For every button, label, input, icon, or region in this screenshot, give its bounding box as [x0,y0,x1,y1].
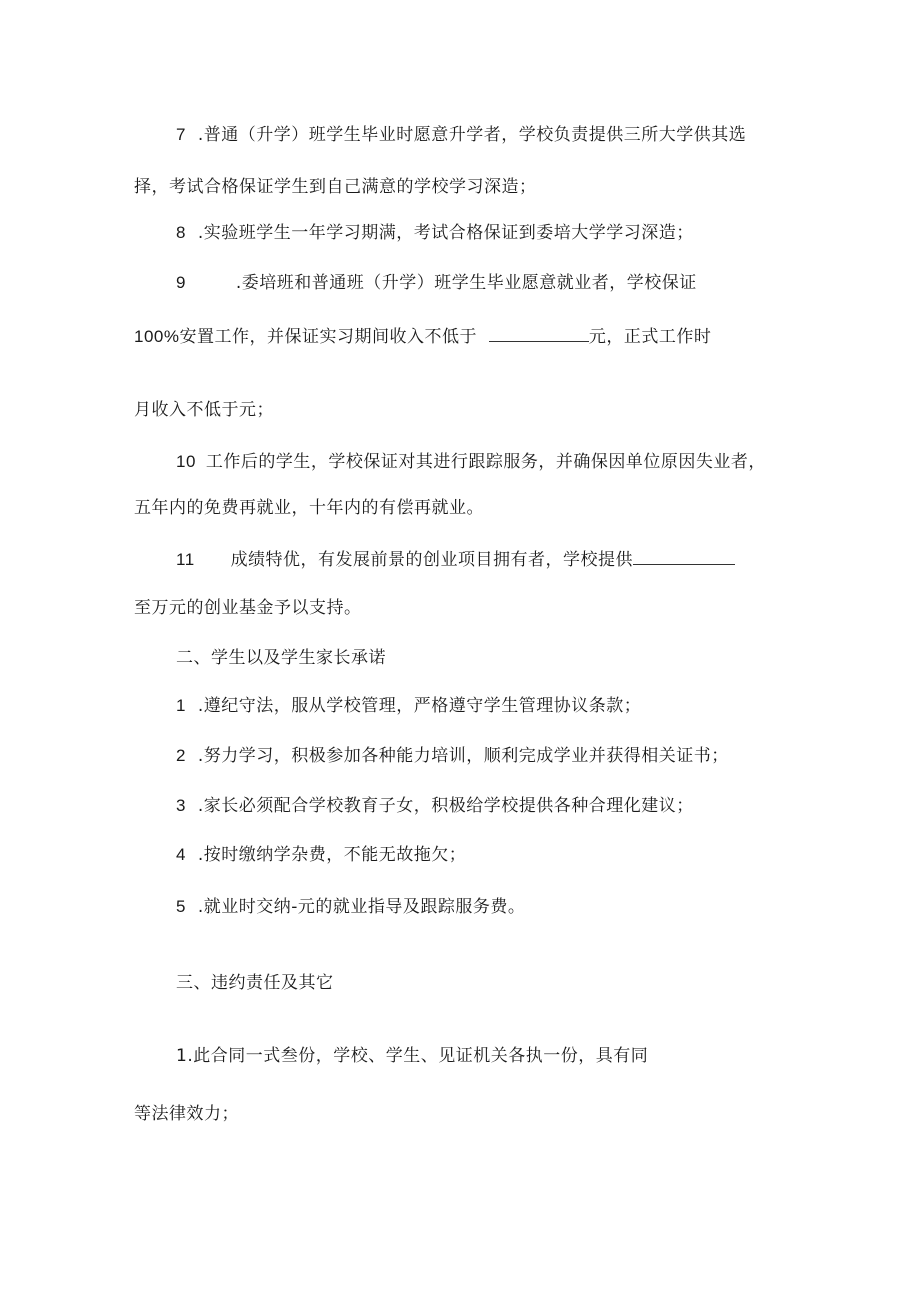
section-2-item-1 [176,694,641,718]
s2-item-4-text: .按时缴纳学杂费，不能无故拖欠； [197,845,467,865]
section-2-item-5 [176,895,525,919]
item-9-line-2-b: 元，正式工作时 [588,327,712,347]
item-11-line-2: 至万元的创业基金予以支持。 [134,598,362,618]
s2-item-2-number: 2 [176,746,186,765]
section-2-heading: 二、学生以及学生家长承诺 [176,648,386,668]
section-2-item-2 [176,744,729,768]
item-10-text: 工作后的学生，学校保证对其进行跟踪服务，并确保因单位原因失业者， [205,452,766,472]
percent-value: 100% [134,327,180,346]
item-9-line-2 [134,325,711,349]
blank-line-income [489,325,589,342]
s2-item-3-text: .家长必须配合学校教育子女，积极给学校提供各种合理化建议； [197,796,694,816]
s2-item-3-number: 3 [176,796,186,815]
section-3-item-1-line-1: 1.此合同一式叁份，学校、学生、见证机关各执一份，具有同 [176,1046,649,1066]
item-11-line-1 [176,548,735,572]
item-10-line-1 [176,450,766,474]
s2-item-5-text: .就业时交纳-元的就业指导及跟踪服务费。 [197,897,526,917]
item-11-number: 11 [176,550,195,569]
s2-item-1-text: .遵纪守法，服从学校管理，严格遵守学生管理协议条款； [197,696,642,716]
s2-item-5-number: 5 [176,897,186,916]
item-9-text: .委培班和普通班（升学）班学生毕业愿意就业者，学校保证 [235,273,697,293]
item-8-number: 8 [176,223,186,242]
item-9-line-3: 月收入不低于元； [134,400,274,420]
item-8-text: .实验班学生一年学习期满，考试合格保证到委培大学学习深造； [197,223,694,243]
item-8 [176,221,694,245]
item-11-text: 成绩特优，有发展前景的创业项目拥有者，学校提供 [230,550,634,570]
item-7-line-2: 择，考试合格保证学生到自己满意的学校学习深造； [134,177,537,197]
section-2-item-3 [176,794,694,818]
section-3-item-1-line-2: 等法律效力； [134,1104,239,1124]
blank-line-fund [633,548,735,565]
s2-item-4-number: 4 [176,845,186,864]
item-9-number: 9 [176,273,186,292]
item-9-line-1 [176,271,697,295]
item-7-number: 7 [176,125,186,144]
section-3-heading: 三、违约责任及其它 [176,973,334,993]
s2-item-2-text: .努力学习，积极参加各种能力培训，顺利完成学业并获得相关证书； [197,746,729,766]
section-2-item-4 [176,843,466,867]
item-7-line-1 [176,123,746,147]
s2-item-1-number: 1 [176,696,186,715]
item-10-number: 10 [176,452,196,471]
item-9-line-2-a: 安置工作，并保证实习期间收入不低于 [179,327,477,347]
item-10-line-2: 五年内的免费再就业，十年内的有偿再就业。 [134,498,484,518]
item-7-text: .普通（升学）班学生毕业时愿意升学者，学校负责提供三所大学供其选 [197,125,747,145]
